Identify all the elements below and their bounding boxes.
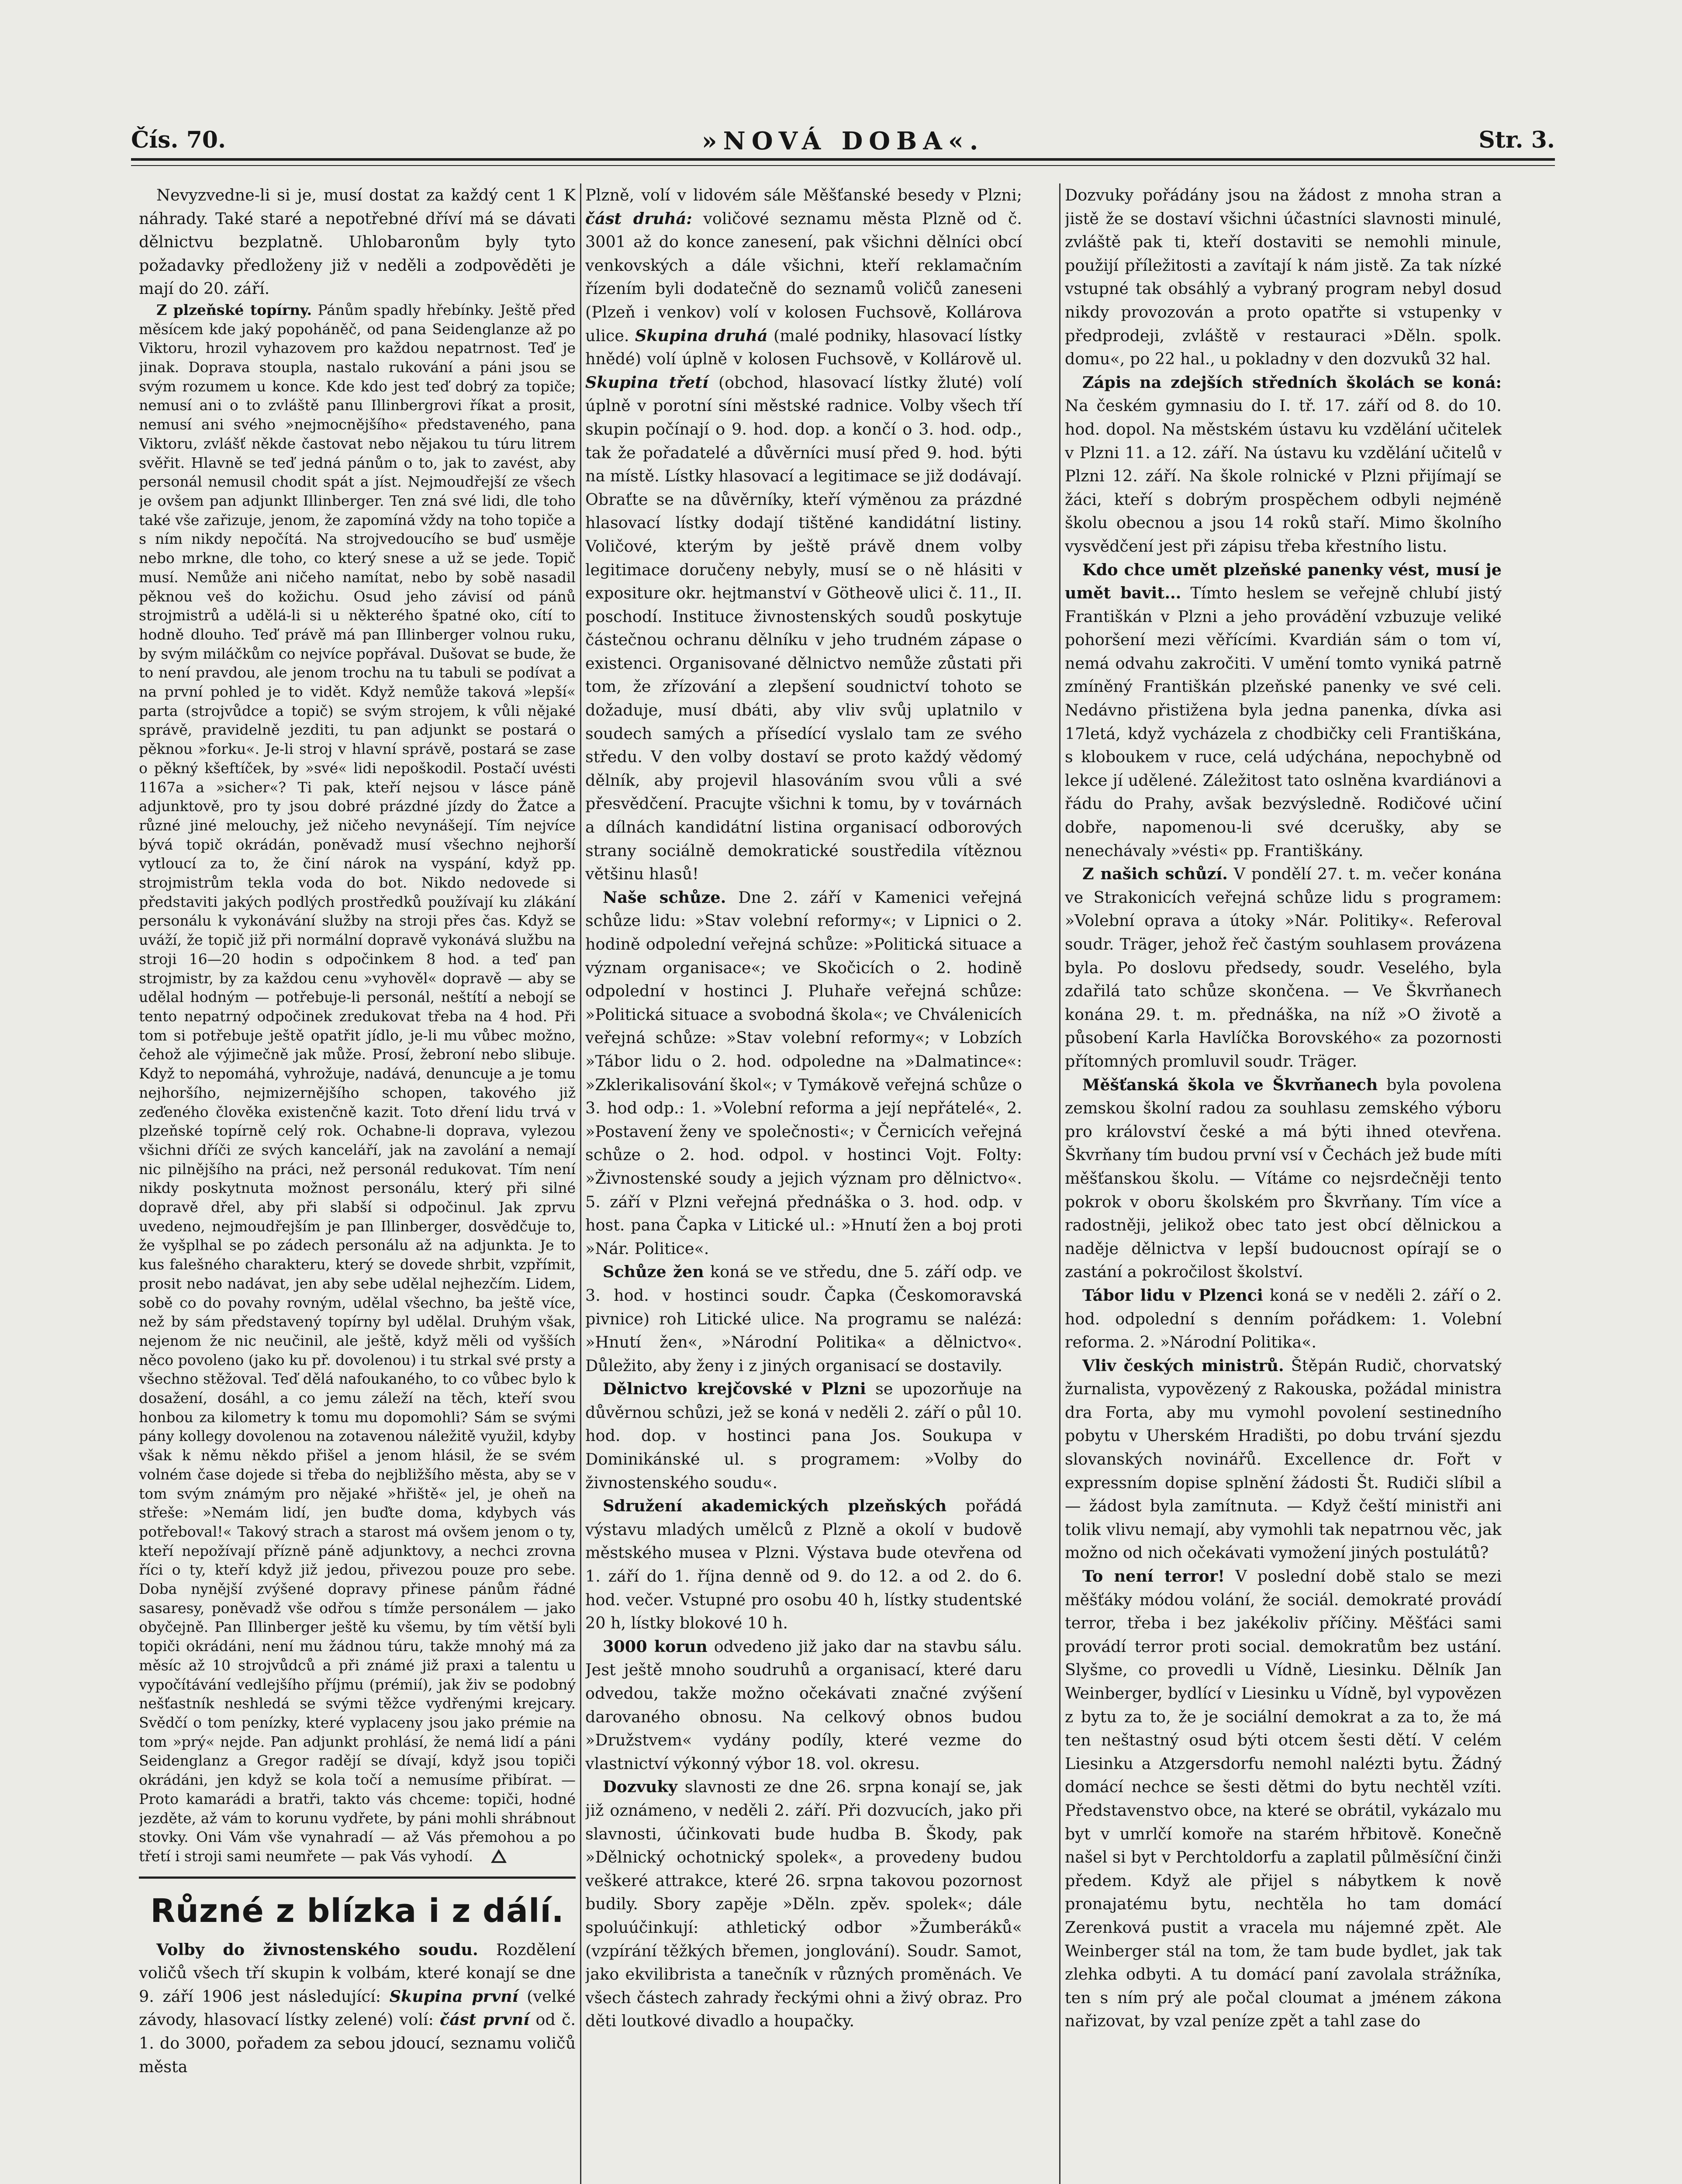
column-2 bbox=[585, 183, 1022, 2184]
article-panenky: Kdo chce umět plzeňské panenky vést, musí je umět bavit... Tímto heslem se veřejně chlubí jistý Františkán v Plzni a jeho provádění vzbuzuje veliké pohoršení mezi věřícími. Kvardián sám o tom ví, nemá odvahu zakročiti. V umění tomto vyniká patrně zmíněný Františkán plzeňské panenky ve své celi. Nedávno přistižena byla jedna panenka, dívka asi 17letá, když vycházela z chodbičky celi Františkána, s kloboukem v ruce, celá udýchána, nepochybně od lekce jí udělené. Záležitost tato oslněna kvardiánovi a řádu do Prahy, avšak bezvýsledně. Rodičové učiní dobře, napomenou-li své dcerušky, aby se nenechávaly »vésti« pp. Františkány. bbox=[1065, 560, 1502, 860]
article-terror: To není terror! V poslední době stalo se mezi měšťáky módou volání, že sociál. demokraté provádí terror, třeba i bez jakékoliv příčiny. Měšťáci sami provádí terror proti social. demokratům bez ustání. Slyšme, co provedli u Vídně, Liesinku. Dělník Jan Weinberger, bydlící v Liesinku u Vídně, byl vypovězen z bytu za to, že je sociální demokrat a za to, že má ten neštastný osud býti otcem šesti dětí. V celém Liesinku a Atzgersdorfu nemohl nalézti bytu. Žádný domácí nechce se šesti dětmi do bytu nechtěl vzíti. Představenstvo obce, na které se obrátil, vykázalo mu byt v umrlčí komoře na starém hřbitově. Konečně našel si byt v Perchtoldorfu a zaplatil půlměsíční činži předem. Když ale přijel s nábytkem k nově pronajatému bytu, nechtěla ho tam domácí Zerenková pustit a vracela mu nájemné zpět. Ale Weinberger stál na tom, že tam bude bydlet, jak tak zlehka odbyti. A tu domácí paní zavolala strážníka, ten s ním prý ale počal cloumat a jménem zákona nařizovat, by vzal peníze zpět a tahl zase do bbox=[1065, 1567, 1502, 2031]
section-rule bbox=[139, 1876, 576, 1879]
article-topirna: Z plzeňské topírny. Pánům spadly hřebínky. Ještě před měsícem kde jaký popoháněč, od pana Seidenglanze až po Viktoru, hrozil vyhazovem pro každou nepatrnost. Teď je jinak. Doprava stoupla, nastalo rukování a páni jsou se svým rozumem u konce. Kde kdo jest teď dobrý za topiče; nemusí ani o to zvláště panu Illinbergrovi říkat a prosit, nemusí ani svého »nejmocnějšího« představeného, pana Viktoru, zvlášť někde častovat nebo nějakou tu túru litrem svěřit. Hlavně se teď jedná pánům o to, jak to zavést, aby personál nemusil chodit spát a jíst. Nejmoudřejší ze všech je ovšem pan adjunkt Illinberger. Ten zná své lidi, dle toho také vše zařizuje, jenom, že zapomíná vždy na toho topiče a s ním nikdy nepočítá. Na strojvedoucího se buď usměje nebo mrkne, dle toho, co který snese a už se jede. Topič musí. Nemůže ani ničeho namítat, nebo by sobě nasadil pěknou veš do kožichu. Osud jeho závisí od pánů strojmistrů a udělá-li si u některého špatné oko, cítí to hodně dlouho. Teď právě má pan Illinberger volnou ruku, by svým miláčkům co nejvíce popřával. Dušovat se bude, že to není pravdou, ale jenom trochu na tu tabuli se podívat a na první pohled je to vidět. Když nemůže taková »lepší« parta (strojvůdce a topič) se svým strojem, k vůli nějaké správě, pravidelně jezditi, tu pan adjunkt se postará o pěknou »forku«. Je-li stroj v hlavní správě, postará se zase o pěkný kšeftíček, by »své« lidi nepoškodil. Postačí uvésti 1167a a »sicher«? Ti pak, kteří nejsou v lásce páně adjunktově, pro ty jsou dobré prázdné jízdy do Žatce a různé jiné melouchy, jež ničeho nevynášejí. Tím nejvíce bývá topič okrádán, poněvadž musí všechno nejhorší vytloucí za to, že činí nárok na vyspání, když pp. strojmistrům tekla voda do bot. Nikdo nedovede si představiti jakých podlých prostředků používají ku zlákání personálu k vykonávání služby na stroji přes čas. Když se uváží, že topič již při normální dopravě vykonává službu na stroji 16—20 hodin s odpočinkem 8 hod. a teď pan strojmistr, by za každou cenu »vyhověl« dopravě — aby se udělal hodným — potřebuje-li personál, neštítí a nebojí se tento nepatrný odpočinek zredukovat třeba na 4 hod. Při tom si potřebuje ještě opatřit jídlo, je-li mu vůbec možno, čehož ale výjimečně jak může. Prosí, žebroní nebo slibuje. Když to nepomáhá, vyhrožuje, nadává, denuncuje a je tomu nejhoršího, nejmizernějšího schopen, takového již zeďeného člověka existenčně kazit. Toto dření lidu trvá v plzeňské topírně celý rok. Ochabne-li doprava, vylezou všichni dříči ze svých kanceláří, jak na zavolání a nemají nic pilnějšího na práci, než personál redukovat. Tím není nikdy poskytnuta možnost personálu, který při silné dopravě dřel, aby při slabší si odpočinul. Jak zprvu uvedeno, nejmoudřejším je pan Illinberger, dosvědčuje to, že vyšplhal se po zádech personálu až na adjunkta. Je to kus falešného charakteru, který se dovede shrbit, vzpřímit, prosit nebo nadávat, jen aby sebe udělal nejhezčím. Lidem, sobě co do povahy rovným, udělal všechno, ba ještě více, než by sám představený topírny byl udělal. Druhým však, nejenom že nic neučinil, ale ještě, když měli od vyšších něco povoleno (jako ku př. dovolenou) i tu strkal své prsty a všechno stěžoval. Teď dělá nafoukaného, to co vůbec bylo k dosažení, dosáhl, a co jemu záleží na těch, kteří svou honbou za kilometry k tomu mu dopomohli? Sám se svými pány kollegy dovolenou na zotavenou náležitě využil, kdyby však k němu někdo přišel a jenom hlásil, že se svém volném čase dojede si třeba do nejbližšího města, aby se v tom svým známým pro nějaké »hřiště« jel, je oheň na střeše: »Nemám lidí, jen buďte doma, kdybych vás potřeboval!« Takový strach a starost má ovšem jenom o ty, kteří nepožívají přízně páně adjunktovy, a nechci zrovna říci o ty, kteří když již jedou, přivezou pouze pro sebe. Doba nynější zvýšené dopravy přinese pánům řádné sasaresy, poněvadž vše odřou s tímže personálem — jako obyčejně. Pan Illinberger ještě ku všemu, by tím větší byli topiči okrádáni, není mu žádnou túru, takže mnohý má za měsíc až 10 strojvůdců a při známé již praxi a talentu u vypočítávání vedlejšího příjmu (prémií), jak živ se podobný nešťastník neshledá se svými těžce vydřenými krejcary. Svědčí o tom penízky, které vyplaceny jsou jako prémie na tom »prý« nejde. Pan adjunkt prohlásí, že nemá lidí a páni Seidenglanz a Gregor radějí se dívají, když jsou topiči okrádáni, jen když se kola točí a nemusíme přibírat. — Proto kamarádi a bratři, takto vás chceme: topiči, hodné jezděte, až vám to korunu vydřete, by páni mohli shrábnout stovky. Oni Vám vše vynahradí — až Vás přemohou a po třetí i stroji sami neumřete — pak Vás vyhodí. bbox=[139, 301, 576, 1865]
article-schuze-zen: Schůze žen koná se ve středu, dne 5. září odp. ve 3. hod. v hostinci soudr. Čapka (Českomoravská pivnice) roh Litické ulice. Na programu se nalézá: »Hnutí žen«, »Národní Politika« a dělnictvo«. Důležito, aby ženy i z jiných organisací se dostavily. bbox=[585, 1262, 1022, 1375]
article-heading: Kdo chce umět plzeňské panenky vést, musí je umět bavit... bbox=[1065, 560, 1502, 603]
article-mestanska-skola: Měšťanská škola ve Škvrňanech byla povolena zemskou školní radou za souhlasu zemského výboru pro království české a má býti ihned otevřena. Škvrňany tím budou první vsí v Čechách jež bude míti měšťanskou školu. — Vítáme co nejsrdečněji tento pokrok v oboru školském pro Škvrňany. Tím více a radostněji, jelikož obec tato jest obcí dělnickou a naděje dělnictva v lepší budoucnost opírají se o zastání a pokročilost školství. bbox=[1065, 1075, 1502, 1282]
article-heading: Měšťanská škola ve Škvrňanech bbox=[1082, 1075, 1378, 1094]
article-dozvuky: Dozvuky slavnosti ze dne 26. srpna konají se, jak již oznámeno, v neděli 2. září. Při dozvucích, jako při slavnosti, účinkovati bude hudba B. Škody, pak »Dělnický ochotnický spolek«, a provedeny budou veškeré attrakce, které 26. srpna takovou pozornost budily. Sbory zapěje »Děln. zpěv. spolek«; dále spoluúčinkují: athletický odbor »Žumberáků« (vzpírání těžkých břemen, jonglování). Soudr. Samot, jako ekvilibrista a tanečník v různých proměnách. Ve všech částech zahrady řeckými ohni a živý obraz. Pro děti loutkové divadlo a houpačky. bbox=[585, 1777, 1022, 2031]
column-3 bbox=[1065, 183, 1502, 2184]
section-heading: Různé z blízka i z dálí. bbox=[150, 1892, 564, 1930]
article-heading: 3000 korun bbox=[603, 1637, 708, 1656]
article-paragraph: Nevyzvedne-li si je, musí dostat za každý cent 1 K náhrady. Také staré a nepotřebné dříví má se dávati dělnictvu bezplatně. Uhlobaronům byly tyto požadavky předloženy již v neděli a zodpověděti je mají do 20. září. bbox=[139, 186, 576, 298]
header-rule bbox=[131, 158, 1555, 166]
column-1 bbox=[139, 183, 576, 2184]
column-divider bbox=[1059, 183, 1060, 2184]
article-3000-korun: 3000 korun odvedeno již jako dar na stavbu sálu. Jest ještě mnoho soudruhů a organisací, které daru odvedou, takže možno očekávati značné zvýšení darovaného obnosu. Na celkový obnos budou »Družstvem« vydány podíly, které vezme do vlastnictví výkonný výbor 18. vol. okresu. bbox=[585, 1637, 1022, 1773]
article-zapis: Zápis na zdejších středních školách se koná: Na českém gymnasiu do I. tř. 17. září od 8. do 10. hod. dopol. Na městském ústavu ku vzdělání učitelek v Plzni 11. a 12. září. Na ústavu ku vzdělání učitelů v Plzni 12. září. Na škole rolnické v Plzni přijímají se žáci, kteří s dobrým prospěchem odbyli nejméně školu obecnou a jsou 14 roků staří. Mimo školního vysvědčení jest při zápisu třeba křestního listu. bbox=[1065, 373, 1502, 556]
article-tabor-lidu: Tábor lidu v Plzenci koná se v neděli 2. září o 2. hod. odpolední s denním pořádkem: 1. Volební reforma. 2. »Národní Politika«. bbox=[1065, 1286, 1502, 1352]
page-header bbox=[131, 127, 1555, 157]
article-volby: Volby do živnostenského soudu. Rozdělení voličů všech tří skupin k volbám, které konají se dne 9. září 1906 jest následující: Skupina první (velké závody, hlasovací lístky zelené) volí: část první od č. 1. do 3000, pořadem za sebou jdoucí, seznamu voličů města bbox=[139, 1940, 576, 2076]
article-krejcovske: Dělnictvo krejčovské v Plzni se upozorňuje na důvěrnou schůzi, jež se koná v neděli 2. září o půl 10. hod. dop. v hostinci pana Jos. Soukupa v Dominikánské ul. s programem: »Volby do živnostenského soudu«. bbox=[585, 1379, 1022, 1492]
article-heading: Dělnictvo krejčovské v Plzni bbox=[603, 1379, 866, 1399]
article-heading: Naše schůze. bbox=[603, 888, 726, 907]
article-schuze: Naše schůze. Dne 2. září v Kamenici veřejná schůze lidu: »Stav volební reformy«; v Lipnici o 2. hodině odpolední veřejná schůze: »Politická situace a význam organisace«; ve Skočicích o 2. hodině odpolední v hostinci J. Pluhaře veřejná schůze: »Politická situace a svobodná škola«; ve Chválenicích veřejná schůze: »Stav volební reformy«; v Lobzích »Tábor lidu o 2. hod. odpoledne na »Dalmatince«: »Zklerikalisování škol«; v Tymákově veřejná schůze o 3. hod odp.: 1. »Volební reforma a její nepřátelé«, 2. »Postavení ženy ve společnosti«; v Černicích veřejná schůze o 2. hod. odpol. v hostinci Vojt. Folty: »Živnostenské soudy a jejich význam pro dělnictvo«. 5. září v Plzni veřejná přednáška o 3. hod. odp. v host. pana Čapka v Litické ul.: »Hnutí žen a boj proti »Nár. Politice«. bbox=[585, 888, 1022, 1258]
article-heading: Tábor lidu v Plzenci bbox=[1082, 1286, 1263, 1305]
article-heading: Sdružení akademických plzeňských bbox=[603, 1496, 947, 1516]
article-sdruzeni: Sdružení akademických plzeňských pořádá výstavu mladých umělců z Plzně a okolí v budově městského musea v Plzni. Výstava bude otevřena od 1. září do 1. října denně od 9. do 12. a od 2. do 6. hod. večer. Vstupné pro osobu 40 h, lístky studentské 20 h, lístky blokové 10 h. bbox=[585, 1496, 1022, 1633]
newspaper-title: »NOVÁ DOBA«. bbox=[701, 127, 984, 156]
triangle-icon bbox=[491, 1849, 507, 1863]
article-vliv-ministru: Vliv českých ministrů. Štěpán Rudič, chorvatský žurnalista, vypovězený z Rakouska, požádal ministra dra Forta, aby mu vymohl povolení sestinedního pobytu v Uherském Hradišti, po dobu trvání sjezdu slovanských novinářů. Excellence dr. Fořt v expressním dopise splnění žádosti Št. Rudiči slíbil a — žádost byla zamítnuta. — Když čeští ministři ani tolik vlivu nemají, aby vymohli tak nepatrnou věc, jak možno od nich očekávati vymožení jiných postulátů? bbox=[1065, 1356, 1502, 1562]
page-number: Str. 3. bbox=[1478, 127, 1555, 153]
article-heading: Dozvuky bbox=[603, 1777, 677, 1797]
article-heading: Schůze žen bbox=[603, 1262, 704, 1282]
article-heading: Z plzeňské topírny. bbox=[156, 301, 312, 318]
article-heading: Z našich schůzí. bbox=[1082, 864, 1228, 884]
article-heading: To není terror! bbox=[1082, 1567, 1225, 1586]
article-dozvuky-cont: Dozvuky pořádány jsou na žádost z mnoha stran a jistě že se dostaví všichni účastníci slavnosti minulé, zvláště pak ti, kteří dostaviti se nemohli minule, použijí příležitosti a zavítají k nám jistě. Za tak nízké vstupné tak obsáhlý a vybraný program nebyl dosud nikdy provozován a proto opatřte si vstupenky v předprodeji, zvláště v restauraci »Děln. spolk. domu«, po 22 hal., u pokladny v den dozvuků 32 hal. bbox=[1065, 186, 1502, 369]
article-heading: Volby do živnostenského soudu. bbox=[156, 1940, 478, 1959]
article-nasich-schuzi: Z našich schůzí. V pondělí 27. t. m. večer konána ve Strakonicích veřejná schůze lidu s programem: »Volební oprava a útoky »Nár. Politiky«. Referoval soudr. Träger, jehož řeč častým souhlasem provázena byla. Po doslovu předsedy, soudr. Veselého, byla zdařilá tato schůze skončena. — Ve Škvrňanech konána 29. t. m. přednáška, na níž »O životě a působení Karla Havlíčka Borovského« za pozornosti přítomných promluvil soudr. Träger. bbox=[1065, 864, 1502, 1071]
article-heading: Vliv českých ministrů. bbox=[1082, 1356, 1284, 1375]
issue-number: Čís. 70. bbox=[131, 127, 226, 153]
column-divider bbox=[580, 183, 581, 2184]
article-heading: Zápis na zdejších středních školách se koná: bbox=[1082, 373, 1502, 392]
article-volby-cont: Plzně, volí v lidovém sále Měšťanské besedy v Plzni; část druhá: voličové seznamu města Plzně od č. 3001 až do konce zanesení, pak všichni dělníci obcí venkovských a dále všichni, kteří reklamačním řízením byli dodatečně do seznamů voličů zaneseni (Plzeň i venkov) volí v kolosen Fuchsově, Kollárova ulice. Skupina druhá (malé podniky, hlasovací lístky hnědé) volí úplně v kolosen Fuchsově, v Kollárově ul. Skupina třetí (obchod, hlasovací lístky žluté) volí úplně v porotní síni městské radnice. Volby všech tří skupin počínají o 9. hod. dop. a končí o 3. hod. odp., tak že pořadatelé a důvěrníci musí před 9. hod. býti na místě. Lístky hlasovací a legitimace se již dodávají. Obraťte se na důvěrníky, kteří výměnou za prázdné hlasovací lístky dodají tištěné kandidátní listiny. Voličové, kterým by ještě právě dnem volby legitimace doručeny nebyly, musí se o ně hlásiti v expositure okr. hejtmanství v Götheově ulici č. 11., II. poschodí. Instituce živnostenských soudů poskytuje částečnou ochranu dělníku v jeho trudném zápase o existenci. Organisované dělnictvo nemůže zůstati při tom, že zřízování a zlepšení soudnictví tohoto se dožaduje, musí dbáti, aby vliv svůj uplatnilo v soudech samých a přísedící vyslalo tam ze svého středu. V den volby dostaví se proto každý vědomý dělník, aby projevil hlasováním svou vůli a své přesvědčení. Pracujte všichni k tomu, by v továrnách a dílnách kandidátní listina organisací odborových strany sociálně demokratické soustředila vítěznou většinu hlasů! bbox=[585, 186, 1022, 884]
